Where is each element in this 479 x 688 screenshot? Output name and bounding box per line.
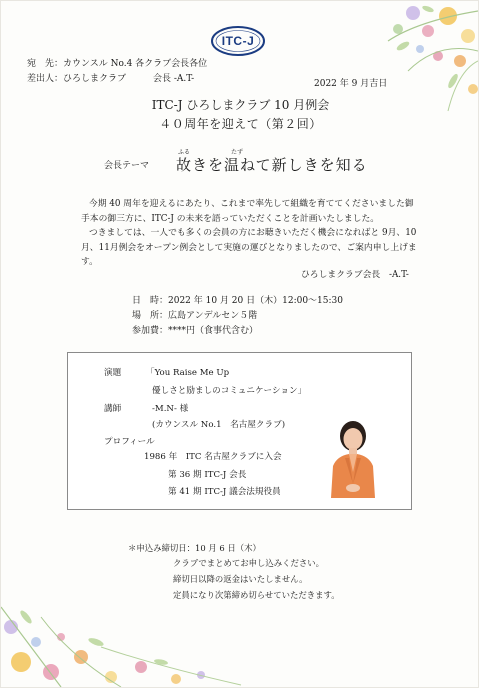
addressee: 宛 先：カウンスル No.4 各クラブ会長各位 — [27, 59, 208, 69]
event-title: ITC-J ひろしまクラブ 10 月例会 — [151, 98, 330, 112]
lecture-title: 「You Raise Me Up — [146, 368, 230, 378]
lecture-subtitle: 優しさと励ましのコミュニケーション」 — [152, 386, 307, 396]
speaker-club: (カウンスル No.1 名古屋クラブ) — [152, 420, 286, 430]
application-note: 締切日以降の返金はいたしません。 — [173, 574, 308, 584]
ruby-tazu: たず — [231, 149, 244, 156]
profile-line: 第 36 期 ITC-J 会長 — [168, 470, 247, 480]
issue-date: 2022 年 9 月吉日 — [314, 79, 388, 89]
theme-label: 会長テーマ — [104, 161, 150, 171]
speaker-name: -M.N- 様 — [152, 404, 189, 414]
theme-text: 故きを温ねて新しきを知る — [176, 156, 368, 174]
event-datetime: 日 時：2022 年 10 月 20 日（木）12:00～15:30 — [132, 296, 343, 306]
profile-line: 1986 年 ITC 名古屋クラブに入会 — [144, 452, 282, 462]
sender: 差出人：ひろしまクラブ 会長 -A.T- — [27, 74, 195, 84]
event-place: 場 所：広島アンデルセン５階 — [132, 311, 258, 321]
lecture-label: 演題 — [104, 368, 122, 378]
event-fee: 参加費：****円（食事代含む） — [132, 326, 259, 336]
intro-paragraph-1: 今期 40 周年を迎えるにあたり、これまで率先して組織を育ててくださいました御手本の御三方に、ITC-J の未来を語っていただくことを計画いたしました。 — [81, 199, 414, 224]
speaker-label: 講師 — [104, 404, 122, 414]
profile-line: 第 41 期 ITC-J 議会法規役員 — [168, 487, 281, 497]
speaker-photo — [327, 414, 379, 498]
ruby-furu: ふる — [178, 149, 191, 156]
intro-paragraph-2: つきましては、一人でも多くの会員の方にお聴きいただく機会になればと 9月、10月、11月例会をオープン例会として実施の運びとなりましたので、ご案内申し上げます。 — [81, 228, 417, 267]
application-note: 定員になり次第締め切らせていただきます。 — [173, 590, 340, 600]
flower-decoration-bottom-left — [1, 567, 251, 687]
event-subtitle: ４０周年を迎えて（第２回） — [159, 117, 322, 131]
intro-body — [81, 197, 421, 270]
logo-text: ITC-J — [221, 34, 255, 48]
profile-label: プロフィール — [104, 437, 155, 447]
signer: ひろしまクラブ会長 -A.T- — [301, 270, 409, 280]
itc-j-logo — [210, 25, 266, 57]
application-deadline: ＊申込み締切日：10 月 6 日（木） — [128, 543, 261, 553]
application-note: クラブでまとめてお申し込みください。 — [173, 558, 325, 568]
